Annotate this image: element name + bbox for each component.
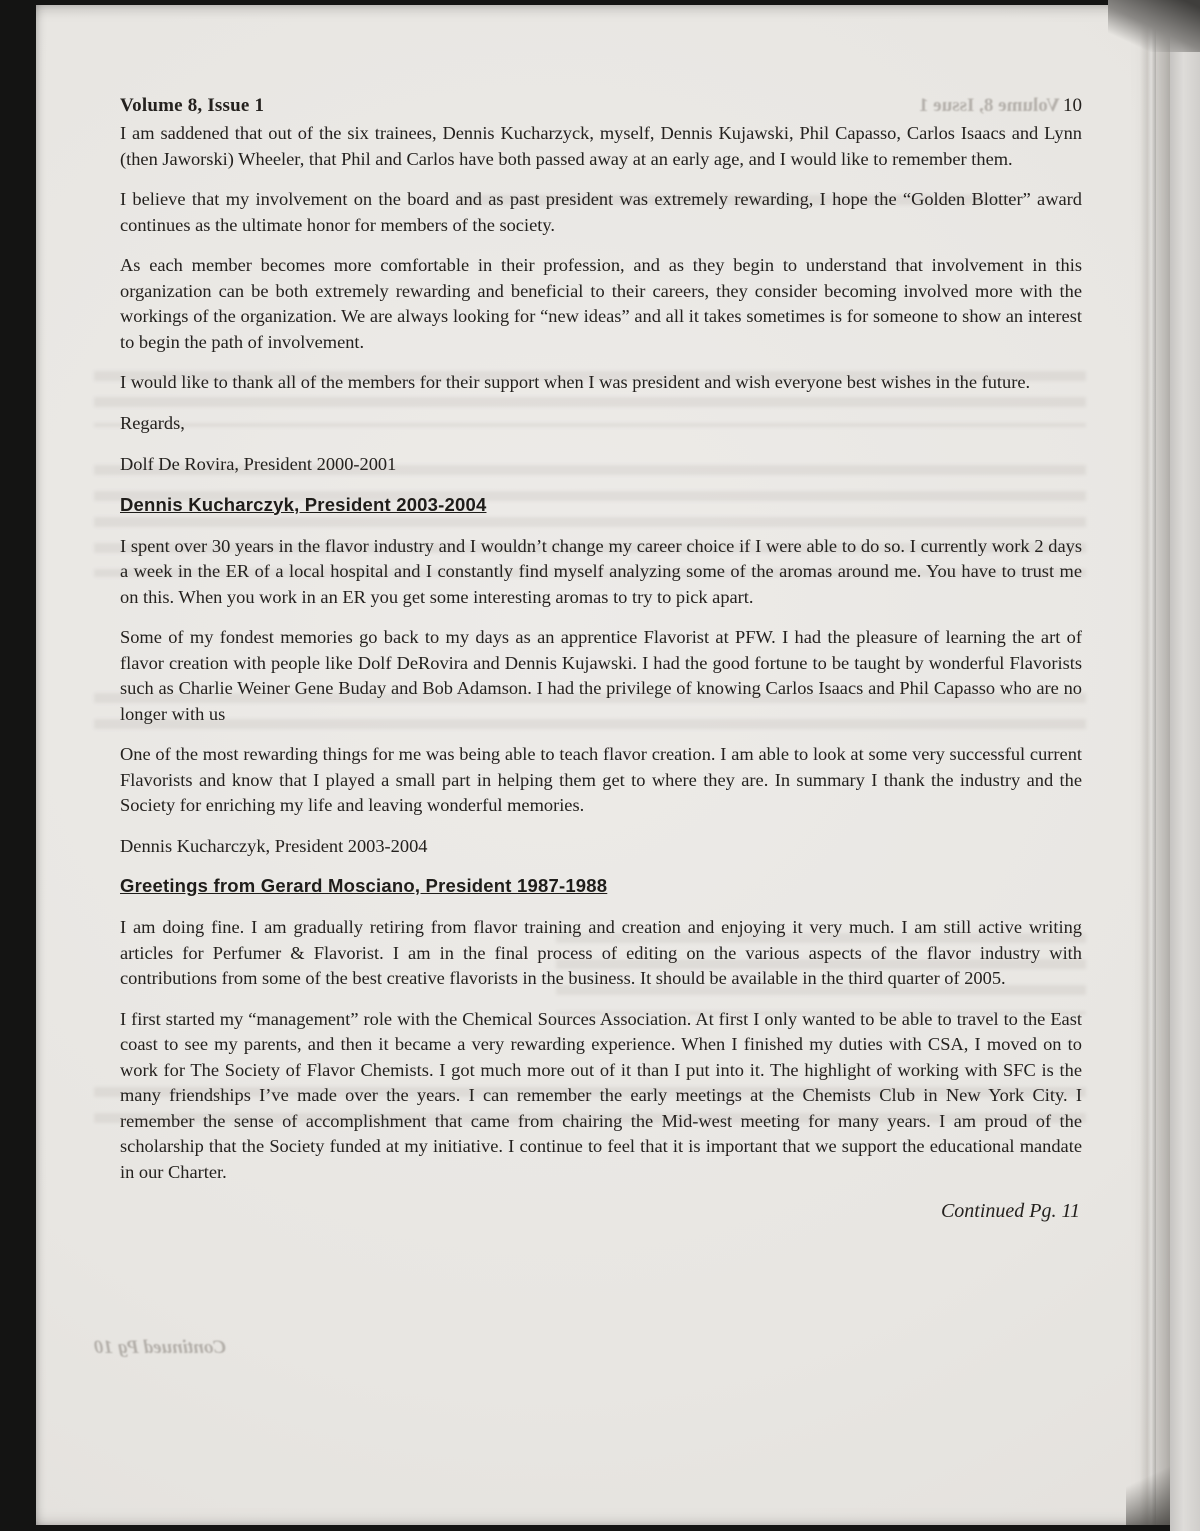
newsletter-page [36,5,1170,1525]
paragraph-fondest-memories: Some of my fondest memories go back to my days as an apprentice Flavorist at PFW. I had the pleasure of learning the art of flavor creation with people like Dolf DeRovira and Dennis Kujawski. I had the good fortune to be taught by wonderful Flavorists such as Charlie Weiner Gene Buday and Bob Adamson. I had the privilege of knowing Carlos Isaacs and Phil Capasso who are no longer with us [120,627,1082,724]
section-heading-mosciano: Greetings from Gerard Mosciano, President 1987-1988 [120,875,608,896]
continued-note: Continued Pg. 11 [940,1200,1080,1222]
bleedthrough-footer-text: Continued Pg 10 [94,1337,226,1358]
closing-regards: Regards, [120,412,185,433]
issue-title: Volume 8, Issue 1 [120,95,265,116]
page-fold-crease [1140,5,1156,1525]
paragraph-thanks: I would like to thank all of the members for their support when I was president and wish everyone best wishes in the future. [120,372,1031,392]
signature-dolf: Dolf De Rovira, President 2000-2001 [120,454,397,474]
page-number: 10 [1063,95,1082,116]
page-content [120,95,1082,1223]
paragraph-trainees: I am saddened that out of the six trainees, Dennis Kucharzyck, myself, Dennis Kujawski, Phil Capasso, Carlos Isaacs and Lynn (then Jaworski) Wheeler, that Phil and Carlos have both passed away at an early age, and I would like to remember them. [120,123,1082,169]
paragraph-flavor-industry: I spent over 30 years in the flavor industry and I wouldn’t change my career choice if I were able to do so. I currently work 2 days a week in the ER of a local hospital and I constantly find myself analyzing some of the aromas around me. You have to trust me on this. When you work in an ER you get some interesting aromas to try to pick apart. [120,535,1082,607]
paragraph-doing-fine: I am doing fine. I am gradually retiring from flavor training and creation and enjoying it very much. I am still active writing articles for Perfumer & Flavorist. I am in the final process of editing on the various aspects of the flavor industry with contributions from some of the best creative flavorists in the business. It should be available in the third quarter of 2005. [120,917,1082,988]
paragraph-involvement: As each member becomes more comfortable in their profession, and as they begin to understand that involvement in this organization can be both extremely rewarding and beneficial to their careers, they consider becoming involved more with the workings of the organization. We are always looking for “new ideas” and all it takes sometimes is for someone to show an interest to begin the path of involvement. [120,255,1082,352]
paragraph-management-role: I first started my “management” role with the Chemical Sources Association. At first I only wanted to be able to travel to the East coast to see my parents, and then it became a very rewarding experience. When I finished my duties with CSA, I moved on to work for The Society of Flavor Chemists. I got much more out of it than I put into it. The highlight of working with SFC is the many friendships I’ve made over the years. I can remember the early meetings at the Chemists Club in New York City. I remember the sense of accomplishment that came from chairing the Mid-west meeting for many years. I am proud of the scholarship that the Society funded at my initiative. I continue to feel that it is important that we support the educational mandate in our Charter. [120,1008,1082,1182]
adjacent-page-edge [1170,0,1200,1531]
paragraph-teach-flavor: One of the most rewarding things for me was being able to teach flavor creation. I am able to look at some very successful current Flavorists and know that I played a small part in helping them get to where they are. In summary I thank the industry and the Society for enriching my life and leaving wonderful memories. [120,744,1082,815]
page-header [120,95,1082,117]
section-heading-kucharczyk: Dennis Kucharczyk, President 2003-2004 [120,493,487,515]
signature-kucharczyk: Dennis Kucharczyk, President 2003-2004 [120,835,428,856]
bleedthrough-header-text: Volume 8, Issue 1 [919,95,1060,116]
paragraph-golden-blotter: I believe that my involvement on the board and as past president was extremely rewarding, I hope the “Golden Blotter” award continues as the ultimate honor for members of the society. [120,189,1082,235]
scan-corner-shadow-bottom [1126,1461,1170,1525]
